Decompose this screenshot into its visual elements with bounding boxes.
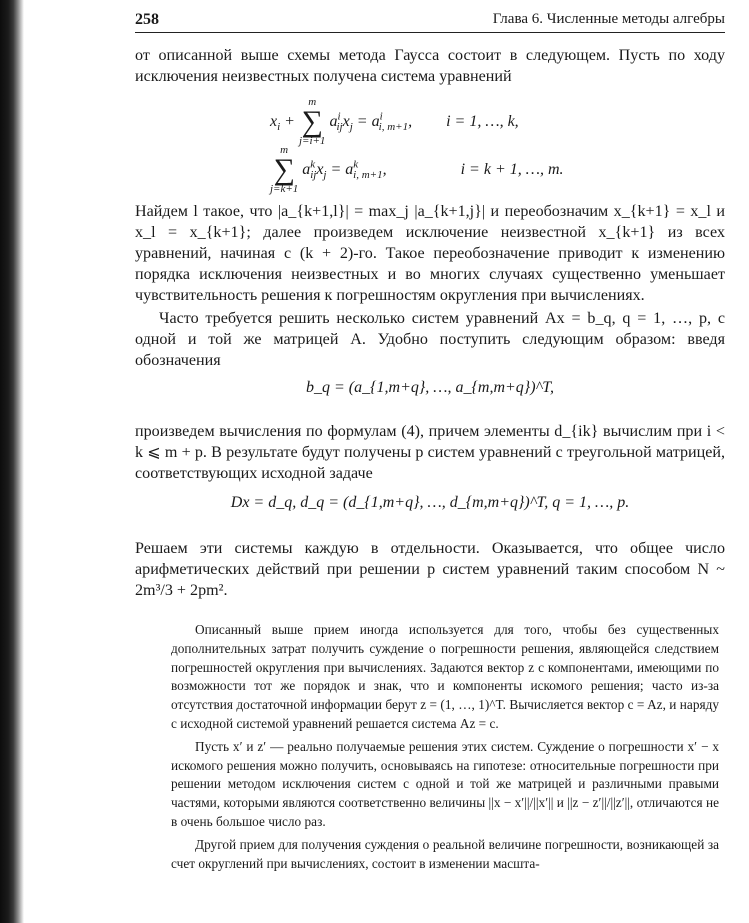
running-header <box>135 8 725 33</box>
sum-symbol-1: m ∑ j=i+1 <box>298 96 326 147</box>
chapter-title: Глава 6. Численные методы алгебры <box>492 11 725 27</box>
equation-system <box>135 87 725 199</box>
equation-dx: Dx = d_q, d_q = (d_{1,m+q}, …, d_{m,m+q})^T, q = 1, …, p. <box>230 494 630 511</box>
remark-paragraph-1: Описанный выше прием иногда используется для того, чтобы без существенных дополнительных затрат получить суждение о погрешности решения, являющейся следствием погрешностей округления при вычислениях. Задаются вектор z с компонентами, имеющими по возможности тот же порядок и знак, что и компоненты искомого решения; часто из-за отсутствия достаточной информации берут z = (1, …, 1)^T. Вычисляется вектор c = Az, и наряду с исходной системой уравнений решается система Az = c. <box>171 622 719 731</box>
equation-line-2: m ∑ j=k+1 $a^k_{ij}x_j = a^k_{i, m+1}$, i = k + 1, …, m. <box>270 144 564 195</box>
small-print-remark <box>171 621 719 873</box>
paragraph-pivot: Найдем l такое, что |a_{k+1,l}| = max_j |a_{k+1,j}| и переобозначим x_{k+1} = x_l и x_l = x_{k+1}; далее произведем исключение неизвестной x_{k+1} из всех уравнений, начиная с (k + 2)-го. Такое переобозначение приводит к изменению порядка исключения неизвестных и во многих случаях существенно уменьшает чувствительность решения к погрешностям округления при вычислениях. <box>135 203 725 304</box>
book-page <box>135 8 725 873</box>
paragraph-multiple-systems: Часто требуется решить несколько систем уравнений Ax = b_q, q = 1, …, p, с одной и той же матрицей A. Удобно поступить следующим образом: введя обозначения <box>135 310 725 369</box>
equation-bq: b_q = (a_{1,m+q}, …, a_{m,m+q})^T, <box>306 379 554 396</box>
paragraph-operation-count: Решаем эти системы каждую в отдельности. Оказывается, что общее число арифметических действий при решении p систем уравнений таким способом N ~ 2m³/3 + 2pm². <box>135 540 725 599</box>
paragraph-computation: произведем вычисления по формулам (4), причем элементы d_{ik} вычислим при i < k ⩽ m + p. В результате будут получены p систем уравнений с треугольной матрицей, соответствующих исходной задаче <box>135 423 725 482</box>
paragraph-intro: от описанной выше схемы метода Гаусса состоит в следующем. Пусть по ходу исключения неизвестных получена система уравнений <box>135 47 725 85</box>
remark-paragraph-3: Другой прием для получения суждения о реальной величине погрешности, возникающей за счет округлений при вычислениях, состоит в изменении масшта- <box>171 836 719 871</box>
page-number: 258 <box>135 11 159 28</box>
equation-line-1: $x_i$ + m ∑ j=i+1 $a^i_{ij}x_j = a^i_{i, m+1}$, i = 1, …, k, <box>270 96 519 147</box>
remark-paragraph-2: Пусть x′ и z′ — реально получаемые решения этих систем. Суждение о погрешности x′ − x искомого решения можно получить, основываясь на гипотезе: относительные погрешности при решении методом исключения систем с одной и той же матрицей и различными правыми частями, которыми являются соответственно величины ||x − x′||/||x′|| и ||z − z′||/||z′||, отличаются не в очень большое число раз. <box>171 738 719 829</box>
sum-symbol-2: m ∑ j=k+1 <box>270 144 299 195</box>
book-binding-shadow <box>0 0 24 923</box>
